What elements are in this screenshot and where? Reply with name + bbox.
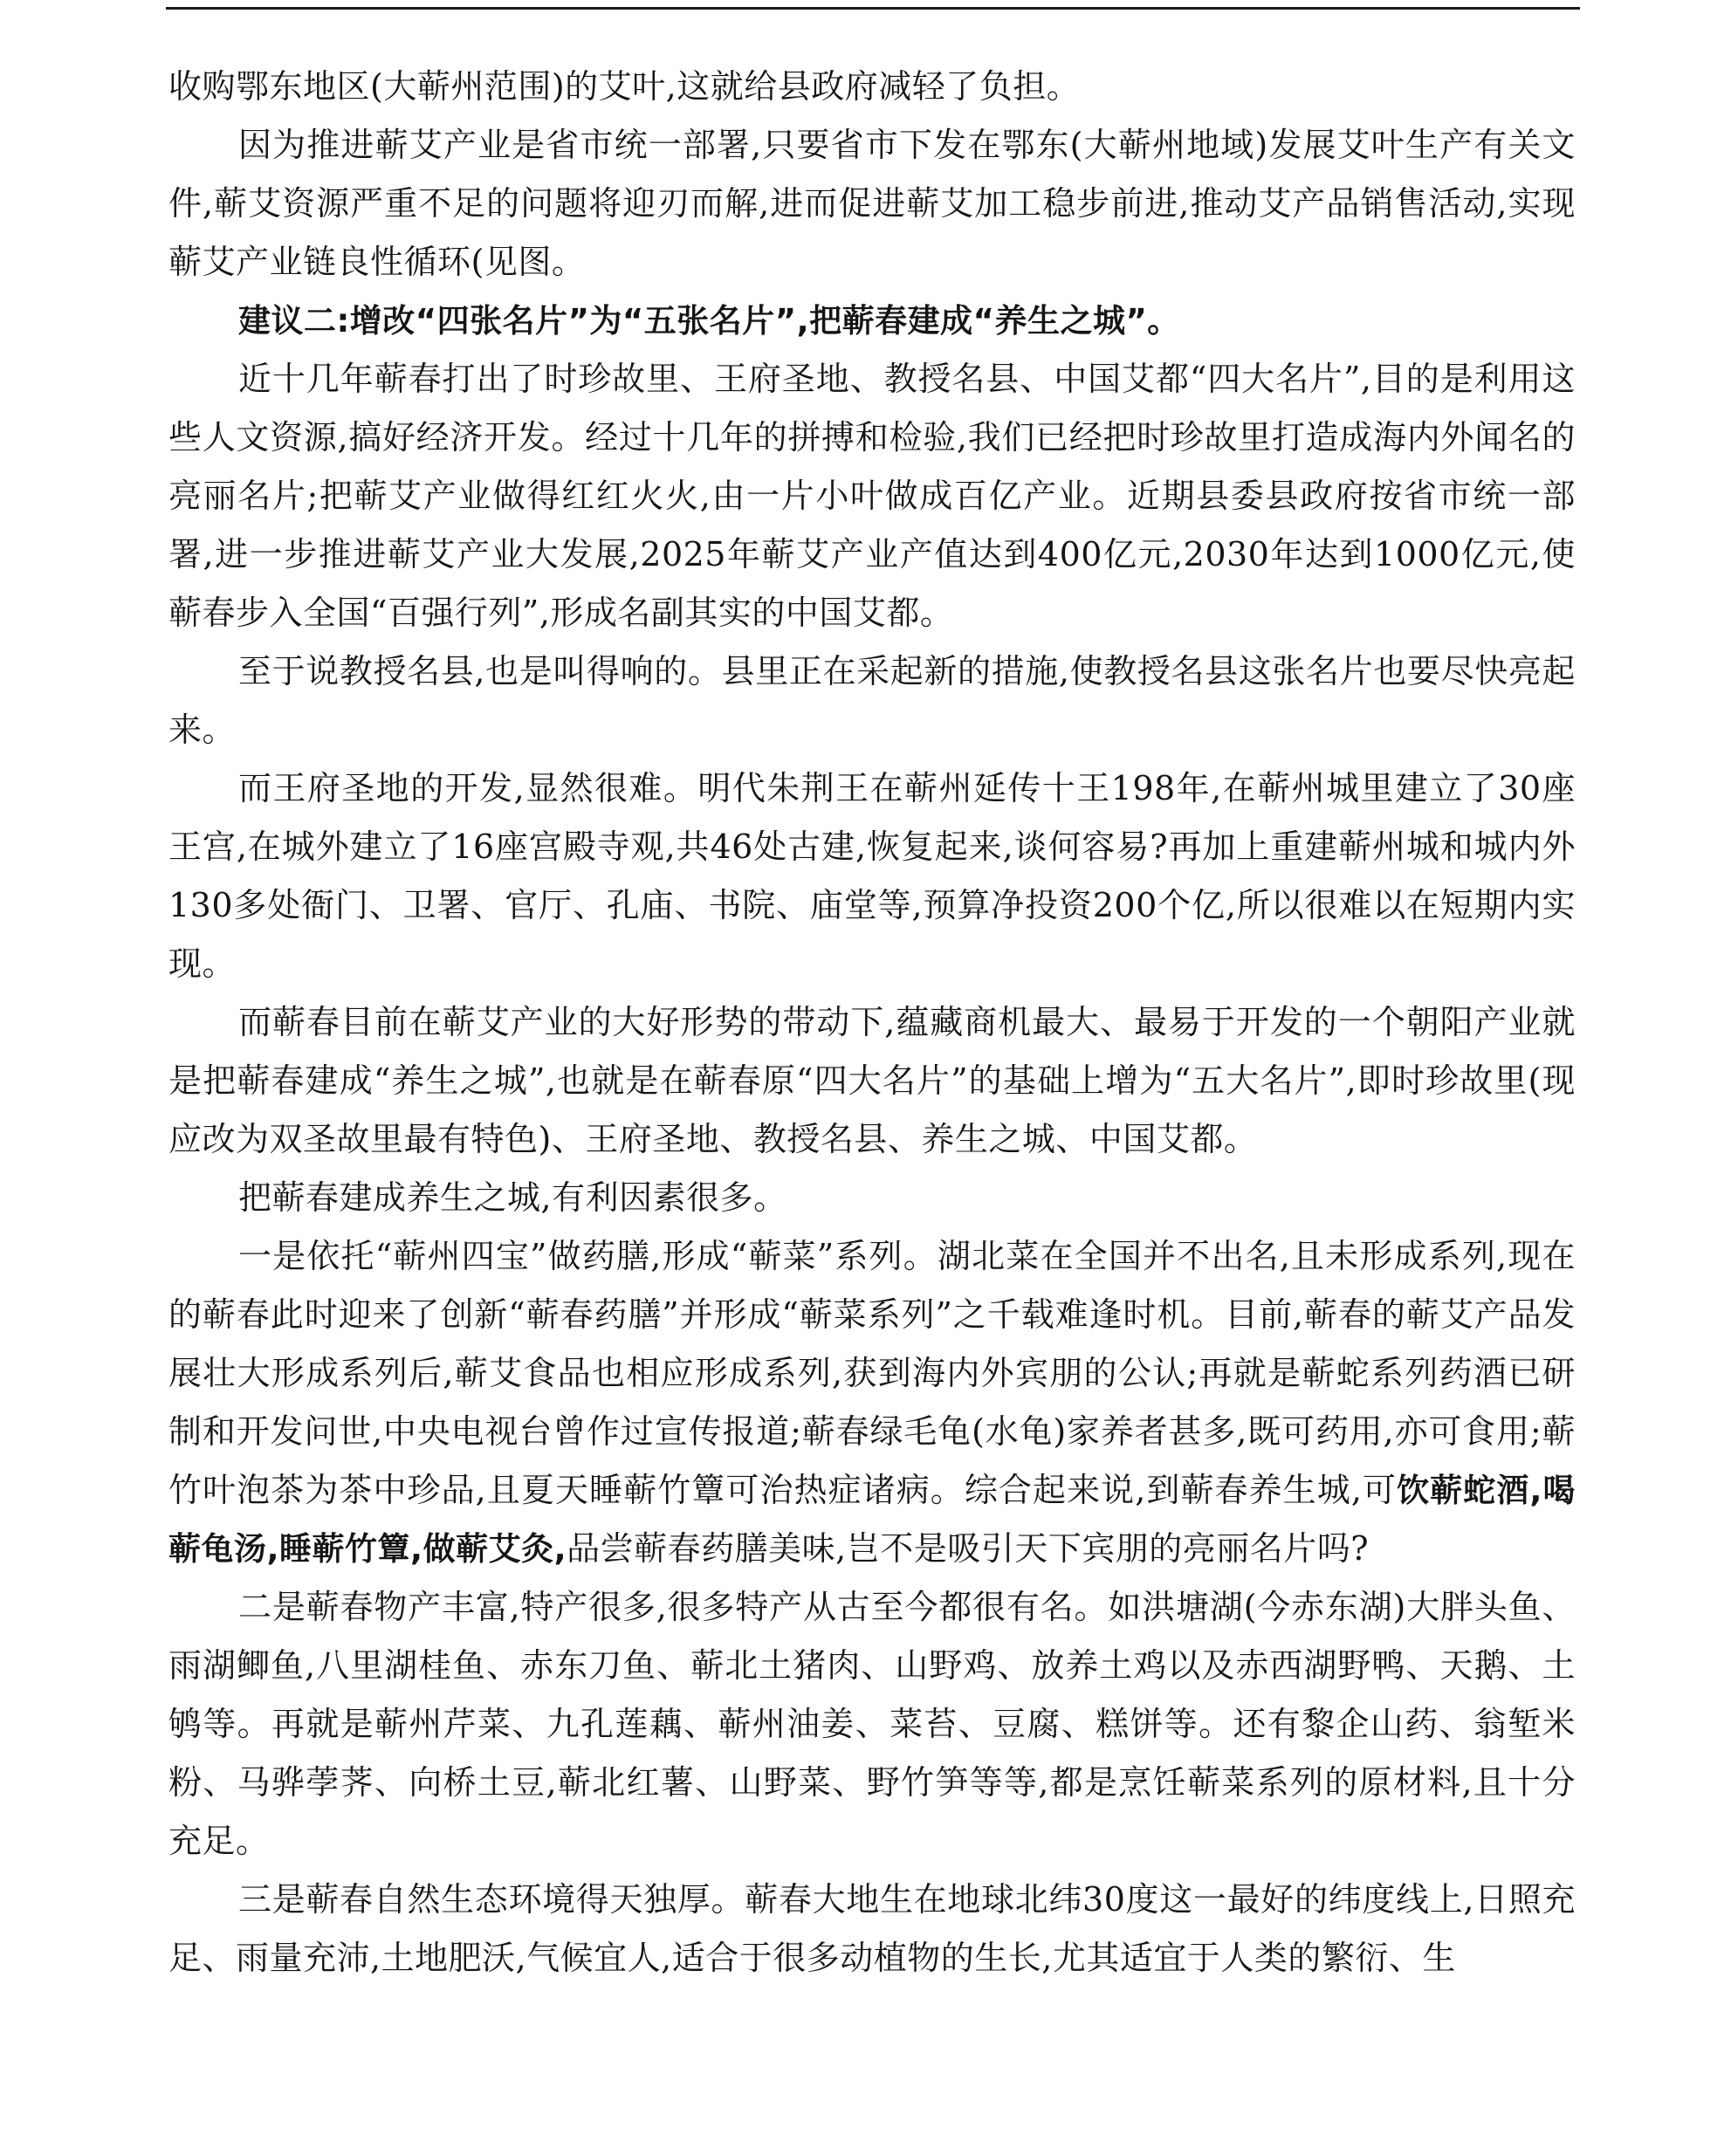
paragraph-7: 把蕲春建成养生之城,有利因素很多。 — [238, 1178, 787, 1217]
paragraph-8 — [168, 1227, 1576, 1578]
paragraph-8-text-end: 品尝蕲春药膳美味,岂不是吸引天下宾朋的亮丽名片吗? — [567, 1529, 1370, 1568]
paragraph-10: 三是蕲春自然生态环境得天独厚。蕲春大地生在地球北纬30度这一最好的纬度线上,日照充足、雨量充沛,土地肥沃,气候宜人,适合于很多动植物的生长,尤其适宜于人类的繁衍、生 — [168, 1880, 1576, 1977]
paragraph-6: 而蕲春目前在蕲艾产业的大好形势的带动下,蕴藏商机最大、最易于开发的一个朝阳产业就是把蕲春建成“养生之城”,也就是在蕲春原“四大名片”的基础上增为“五大名片”,即时珍故里(现应改为双圣故里最有特色)、王府圣地、教授名县、养生之城、中国艾都。 — [168, 1003, 1576, 1158]
paragraph-3: 近十几年蕲春打出了时珍故里、王府圣地、教授名县、中国艾都“四大名片”,目的是利用这些人文资源,搞好经济开发。经过十几年的拼搏和检验,我们已经把时珍故里打造成海内外闻名的亮丽名片;把蕲艾产业做得红红火火,由一片小叶做成百亿产业。近期县委县政府按省市统一部署,进一步推进蕲艾产业大发展,2025年蕲艾产业产值达到400亿元,2030年达到1000亿元,使蕲春步入全国“百强行列”,形成名副其实的中国艾都。 — [168, 360, 1576, 632]
paragraph-1: 收购鄂东地区(大蕲州范围)的艾叶,这就给县政府减轻了负担。 — [168, 67, 1081, 106]
paragraph-2: 因为推进蕲艾产业是省市统一部署,只要省市下发在鄂东(大蕲州地域)发展艾叶生产有关文件,蕲艾资源严重不足的问题将迎刃而解,进而促进蕲艾加工稳步前进,推动艾产品销售活动,实现蕲艾产业链良性循环(见图。 — [168, 126, 1576, 281]
paragraph-5: 而王府圣地的开发,显然很难。明代朱荆王在蕲州延传十王198年,在蕲州城里建立了30座王宫,在城外建立了16座宫殿寺观,共46处古建,恢复起来,谈何容易?再加上重建蕲州城和城内外130多处衙门、卫署、官厅、孔庙、书院、庙堂等,预算净投资200个亿,所以很难以在短期内实现。 — [168, 769, 1576, 983]
paragraph-4: 至于说教授名县,也是叫得响的。县里正在采起新的措施,使教授名县这张名片也要尽快亮起来。 — [168, 652, 1576, 749]
paragraph-8-bold-phrase: 饮蕲蛇酒,喝蕲龟汤,睡蕲竹簟,做蕲艾灸, — [168, 1472, 1576, 1568]
header-rule — [166, 7, 1580, 10]
article-body — [168, 58, 1576, 1988]
suggestion-2-heading: 建议二:增改“四张名片”为“五张名片”,把蕲春建成“养生之城”。 — [238, 302, 1180, 340]
paragraph-9: 二是蕲春物产丰富,特产很多,很多特产从古至今都很有名。如洪塘湖(今赤东湖)大胖头鱼、雨湖鲫鱼,八里湖桂鱼、赤东刀鱼、蕲北土猪肉、山野鸡、放养土鸡以及赤西湖野鸭、天鹅、土鸲等。再就是蕲州芹菜、九孔莲藕、蕲州油姜、菜苔、豆腐、糕饼等。还有黎企山药、翁堑米粉、马骅荸荠、向桥土豆,蕲北红薯、山野菜、野竹笋等等,都是烹饪蕲菜系列的原材料,且十分充足。 — [168, 1588, 1576, 1860]
paragraph-8-text-start: 一是依托“蕲州四宝”做药膳,形成“蕲菜”系列。湖北菜在全国并不出名,且未形成系列,现在的蕲春此时迎来了创新“蕲春药膳”并形成“蕲菜系列”之千载难逢时机。目前,蕲春的蕲艾产品发展壮大形成系列后,蕲艾食品也相应形成系列,获到海内外宾朋的公认;再就是蕲蛇系列药酒已研制和开发问世,中央电视台曾作过宣传报道;蕲春绿毛龟(水龟)家养者甚多,既可药用,亦可食用;蕲竹叶泡茶为茶中珍品,且夏天睡蕲竹簟可治热症诸病。综合起来说,到蕲春养生城,可 — [168, 1237, 1576, 1509]
